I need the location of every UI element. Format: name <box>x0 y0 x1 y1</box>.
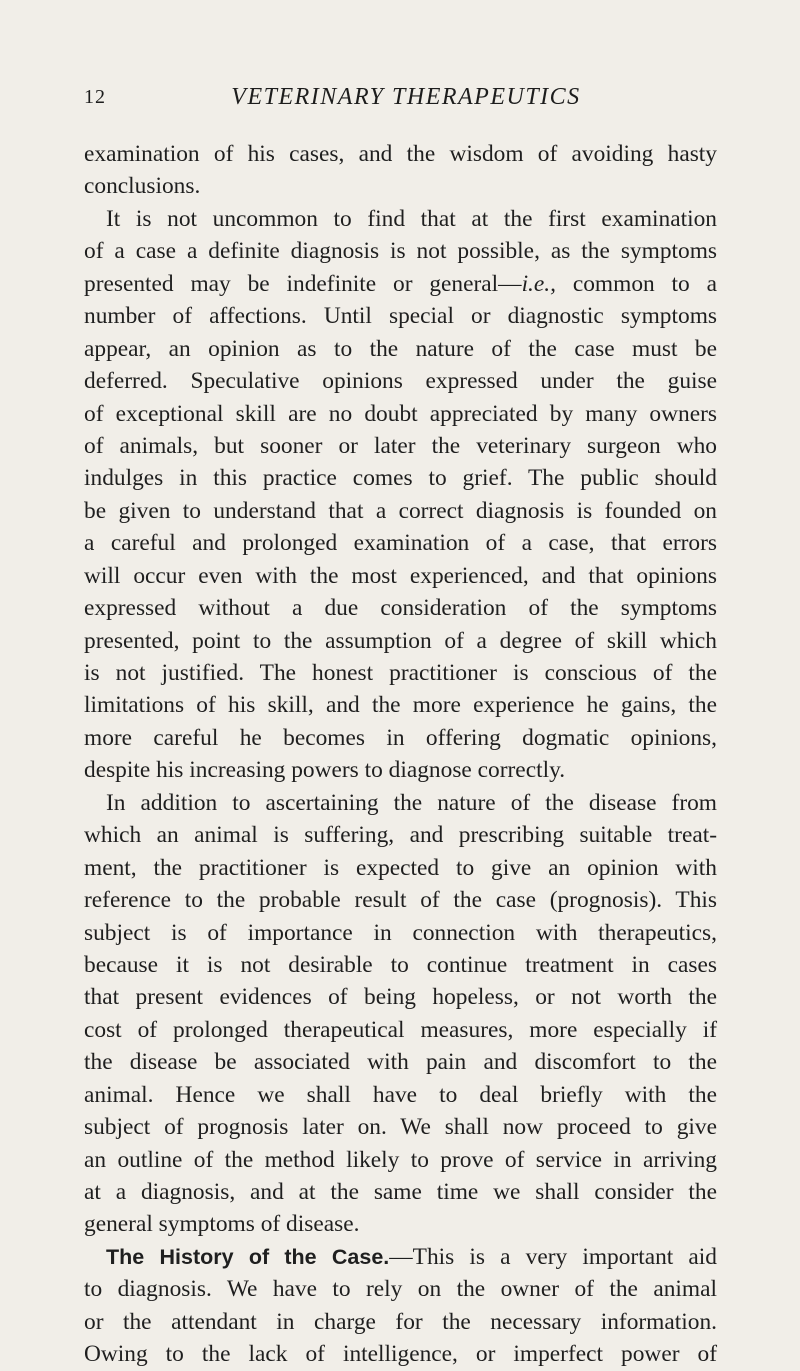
text-line: reference to the probable result of the case (prognosis). This <box>84 887 717 914</box>
text-segment: common to a <box>556 270 717 297</box>
text-line: expressed without a due consideration of the symptoms <box>84 595 717 622</box>
text-line: more careful he becomes in offering dogmatic opinions, <box>84 724 717 751</box>
text-segment: —This is a very important aid <box>389 1243 717 1270</box>
text-line: at a diagnosis, and at the same time we shall consider the <box>84 1179 717 1205</box>
text-line: of a case a definite diagnosis is not possible, as the symptoms <box>84 238 717 265</box>
text-line: to diagnosis. We have to rely on the owner of the animal <box>84 1276 717 1303</box>
section-heading: The History of the Case. <box>106 1244 390 1269</box>
text-line: number of affections. Until special or diagnostic symptoms <box>84 303 717 330</box>
text-line: because it is not desirable to continue treatment in cases <box>84 951 717 978</box>
text-line: conclusions. <box>84 173 201 200</box>
text-line: appear, an opinion as to the nature of the case must be <box>84 335 717 362</box>
running-head <box>0 86 800 116</box>
italic-abbreviation: i.e., <box>521 270 556 297</box>
text-line: that present evidences of being hopeless, or not worth the <box>84 984 717 1011</box>
text-line: the disease be associated with pain and discomfort to the <box>84 1049 717 1076</box>
text-line: an outline of the method likely to prove of service in arriving <box>84 1146 717 1173</box>
text-line: indulges in this practice comes to grief. The public should <box>84 465 717 492</box>
text-line: is not justified. The honest practitioner is conscious of the <box>84 660 717 686</box>
running-title: VETERINARY THERAPEUTICS <box>231 84 581 110</box>
text-line: ment, the practitioner is expected to give an opinion with <box>84 854 717 881</box>
text-line: In addition to ascertaining the nature of the disease from <box>106 789 717 816</box>
text-line: It is not uncommon to find that at the first examination <box>106 205 717 232</box>
page-number: 12 <box>84 86 106 108</box>
text-line: or the attendant in charge for the necessary information. <box>84 1308 717 1335</box>
text-line: which an animal is suffering, and prescribing suitable treat- <box>84 822 717 849</box>
text-line: despite his increasing powers to diagnose correctly. <box>84 757 566 784</box>
text-line: general symptoms of disease. <box>84 1211 360 1238</box>
text-line: presented, point to the assumption of a degree of skill which <box>84 627 717 654</box>
text-line: will occur even with the most experienced, and that opinions <box>84 562 717 589</box>
text-line <box>84 1241 717 1273</box>
text-line: animal. Hence we shall have to deal briefly with the <box>84 1081 717 1108</box>
text-line: deferred. Speculative opinions expressed under the guise <box>84 368 717 395</box>
text-line: subject of prognosis later on. We shall now proceed to give <box>84 1114 717 1141</box>
text-line: be given to understand that a correct diagnosis is founded on <box>84 497 717 524</box>
text-line: subject is of importance in connection with therapeutics, <box>84 919 717 946</box>
text-line: of animals, but sooner or later the veterinary surgeon who <box>84 432 717 459</box>
text-segment: presented may be indefinite or general— <box>84 270 522 297</box>
text-line: cost of prolonged therapeutical measures, more especially if <box>84 1016 717 1043</box>
text-line <box>84 268 717 300</box>
body-text <box>84 138 717 1371</box>
text-line: Owing to the lack of intelligence, or imperfect power of <box>84 1341 717 1368</box>
text-line: limitations of his skill, and the more experience he gains, the <box>84 692 717 719</box>
text-line: a careful and prolonged examination of a case, that errors <box>84 530 717 557</box>
text-line: of exceptional skill are no doubt appreciated by many owners <box>84 400 717 427</box>
text-line: examination of his cases, and the wisdom of avoiding hasty <box>84 141 717 167</box>
